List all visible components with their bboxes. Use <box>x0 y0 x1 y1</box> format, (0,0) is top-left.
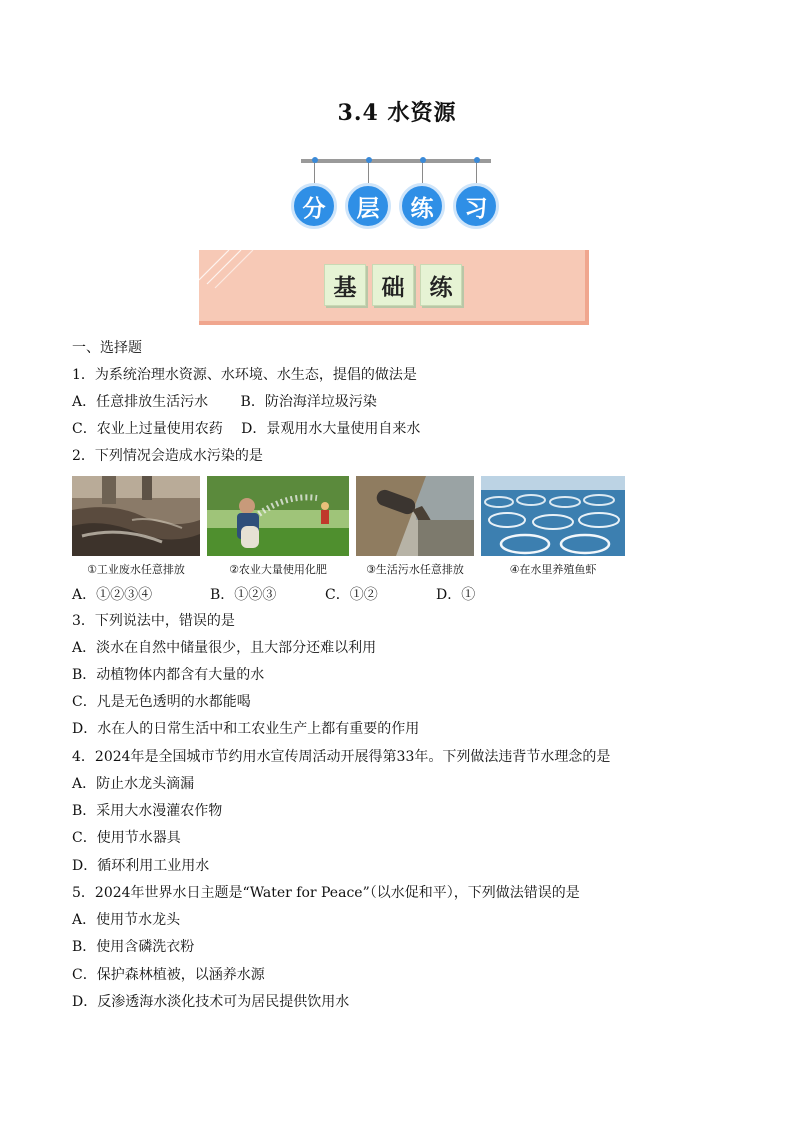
q4-option: D．循环利用工业用水 <box>72 858 210 874</box>
banner-char: 层 <box>345 183 391 229</box>
level-char: 练 <box>420 264 462 306</box>
q4-option: B．采用大水漫灌农作物 <box>72 803 223 819</box>
level-char: 础 <box>372 264 414 306</box>
q5-stem: 5．2024年世界水日主题是“Water for Peace”（以水促和平），下列做法错误的是 <box>72 885 580 901</box>
q4-option: A．防止水龙头滴漏 <box>72 776 195 792</box>
industrial-wastewater-photo <box>72 476 200 556</box>
photo-caption: ③生活污水任意排放 <box>366 563 464 576</box>
fertilizer-spreading-photo <box>207 476 349 556</box>
q5-option: A．使用节水龙头 <box>72 912 181 928</box>
q3-option: D．水在人的日常生活中和工农业生产上都有重要的作用 <box>72 721 420 737</box>
banner-pin <box>312 157 318 163</box>
q3-option: C．凡是无色透明的水都能喝 <box>72 694 251 710</box>
q4-stem: 4．2024年是全国城市节约用水宣传周活动开展得第33年。下列做法违背节水理念的是 <box>72 749 611 765</box>
q2-option: B．①②③ <box>210 587 277 603</box>
banner-string <box>476 163 477 185</box>
banner-char: 习 <box>453 183 499 229</box>
q1-options-row1: A．任意排放生活污水 B．防治海洋垃圾污染 <box>72 394 377 410</box>
banner-bar <box>301 159 491 163</box>
banner-pin <box>366 157 372 163</box>
level-char: 基 <box>324 264 366 306</box>
banner-string <box>314 163 315 185</box>
photo-caption: ④在水里养殖鱼虾 <box>509 563 597 576</box>
banner-pin <box>474 157 480 163</box>
q1-stem: 1．为系统治理水资源、水环境、水生态，提倡的做法是 <box>72 367 417 383</box>
q3-option: A．淡水在自然中储量很少，且大部分还难以利用 <box>72 640 377 656</box>
q2-option: D．① <box>436 587 476 603</box>
level-box-stripes <box>199 250 259 290</box>
q2-option: C．①② <box>325 587 378 603</box>
photo-caption: ②农业大量使用化肥 <box>229 563 327 576</box>
banner-string <box>422 163 423 185</box>
q5-option: C．保护森林植被，以涵养水源 <box>72 967 265 983</box>
banner-string <box>368 163 369 185</box>
fish-farming-photo <box>481 476 625 556</box>
section-heading: 一、选择题 <box>72 340 142 356</box>
banner-char: 练 <box>399 183 445 229</box>
banner-char: 分 <box>291 183 337 229</box>
q5-option: D．反渗透海水淡化技术可为居民提供饮用水 <box>72 994 350 1010</box>
q2-option: A．①②③④ <box>72 587 153 603</box>
photo-caption: ①工业废水任意排放 <box>87 563 185 576</box>
page-title: 3.4 水资源 <box>337 100 457 126</box>
q1-options-row2: C．农业上过量使用农药 D．景观用水大量使用自来水 <box>72 421 421 437</box>
q4-option: C．使用节水器具 <box>72 830 181 846</box>
q3-stem: 3．下列说法中，错误的是 <box>72 613 235 629</box>
q3-option: B．动植物体内都含有大量的水 <box>72 667 265 683</box>
q2-stem: 2．下列情况会造成水污染的是 <box>72 448 263 464</box>
banner-pin <box>420 157 426 163</box>
sewage-discharge-photo <box>356 476 474 556</box>
q5-option: B．使用含磷洗衣粉 <box>72 939 195 955</box>
